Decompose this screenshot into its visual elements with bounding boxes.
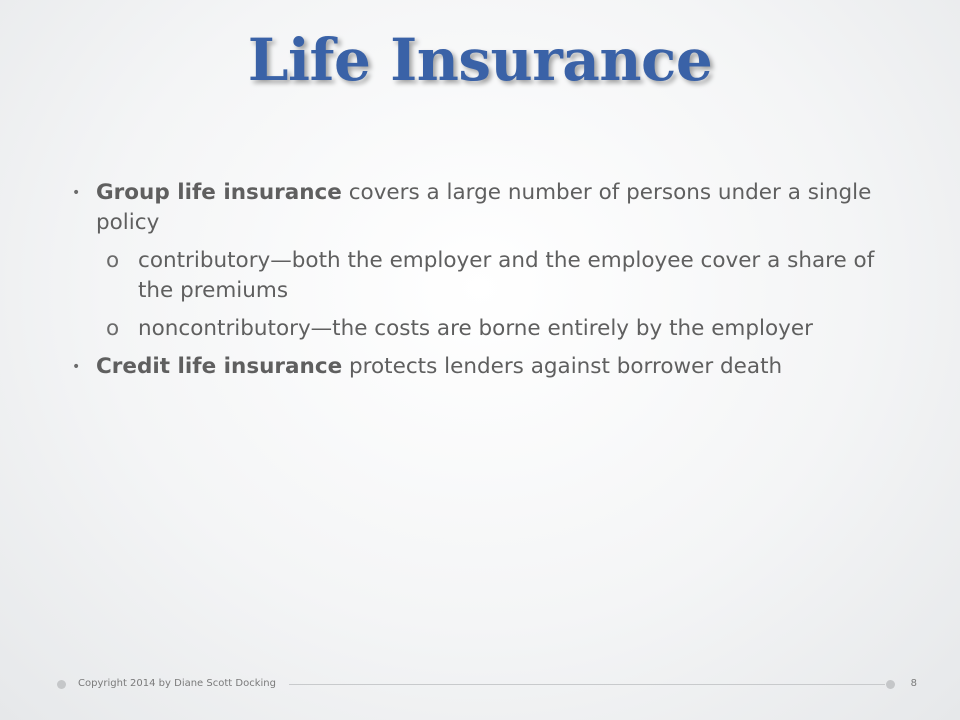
sub-bullet-item xyxy=(88,314,888,344)
sub-bullet-marker: o xyxy=(106,248,120,273)
slide-content xyxy=(72,178,888,390)
bullet-bold-term: Credit life insurance xyxy=(96,354,343,379)
slide-title: Life Insurance xyxy=(247,26,713,94)
sub-bullet-marker: o xyxy=(106,316,120,341)
footer-divider xyxy=(289,684,885,685)
bullet-text: protects lenders against borrower death xyxy=(342,354,783,379)
bullet-item xyxy=(72,352,888,382)
sub-bullet-text: noncontributory—the costs are borne entirely by the employer xyxy=(138,316,813,341)
footer-left-circle-icon xyxy=(57,680,66,689)
bullet-marker: • xyxy=(72,359,81,375)
bullet-text: covers a large number of persons under a single policy xyxy=(96,180,872,235)
slide-footer xyxy=(57,676,917,694)
bullet-marker: • xyxy=(72,185,81,201)
sub-bullet-text: contributory—both the employer and the employee cover a share of the premiums xyxy=(138,248,875,303)
footer-copyright: Copyright 2014 by Diane Scott Docking xyxy=(78,678,276,689)
sub-bullet-item xyxy=(88,246,888,306)
page-number: 8 xyxy=(910,678,917,689)
bullet-bold-term: Group life insurance xyxy=(96,180,342,205)
bullet-item xyxy=(72,178,888,238)
footer-right-circle-icon xyxy=(886,680,895,689)
